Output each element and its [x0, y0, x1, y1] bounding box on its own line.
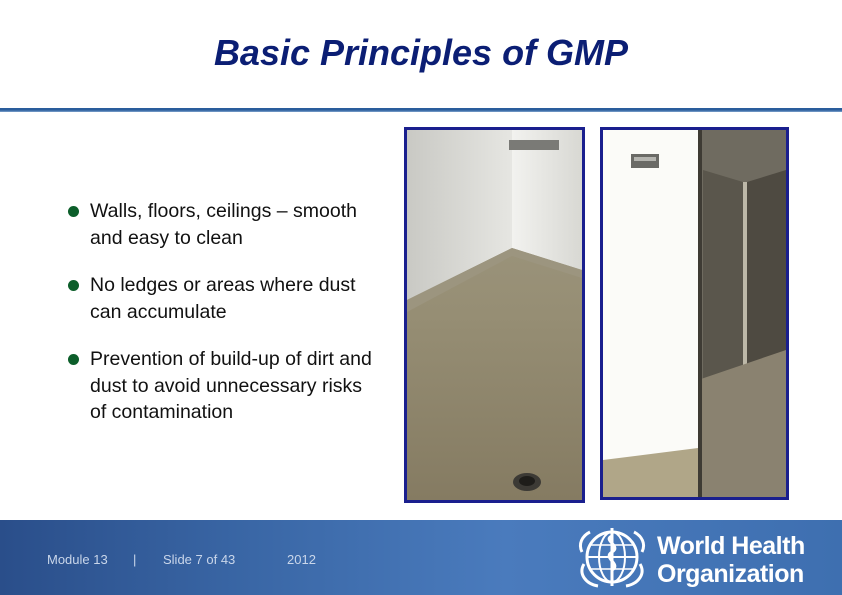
room-corner-illustration — [407, 130, 582, 500]
footer-separator: | — [133, 552, 137, 567]
bullet-list — [62, 198, 382, 447]
bullet-item — [62, 198, 382, 251]
organization-line1: World Health — [657, 532, 805, 560]
bullet-icon — [68, 280, 79, 291]
slide-title: Basic Principles of GMP — [213, 32, 629, 73]
slide-number: Slide 7 of 43 — [163, 552, 236, 567]
corridor-photo — [600, 127, 789, 500]
corridor-illustration — [603, 130, 786, 497]
bullet-text: No ledges or areas where dust can accumulate — [90, 274, 356, 323]
bullet-text: Walls, floors, ceilings – smooth and easy to clean — [90, 200, 357, 249]
organization-name — [657, 532, 805, 588]
title-divider — [0, 108, 842, 112]
bullet-text: Prevention of build-up of dirt and dust to avoid unnecessary risks of contamination — [90, 348, 372, 423]
footer-year: 2012 — [287, 552, 316, 567]
bullet-icon — [68, 206, 79, 217]
room-corner-photo — [404, 127, 585, 503]
bullet-item — [62, 346, 382, 426]
organization-line2: Organization — [657, 560, 804, 588]
bullet-item — [62, 272, 382, 325]
module-label: Module 13 — [47, 552, 108, 567]
bullet-icon — [68, 354, 79, 365]
who-emblem-icon — [572, 522, 652, 592]
